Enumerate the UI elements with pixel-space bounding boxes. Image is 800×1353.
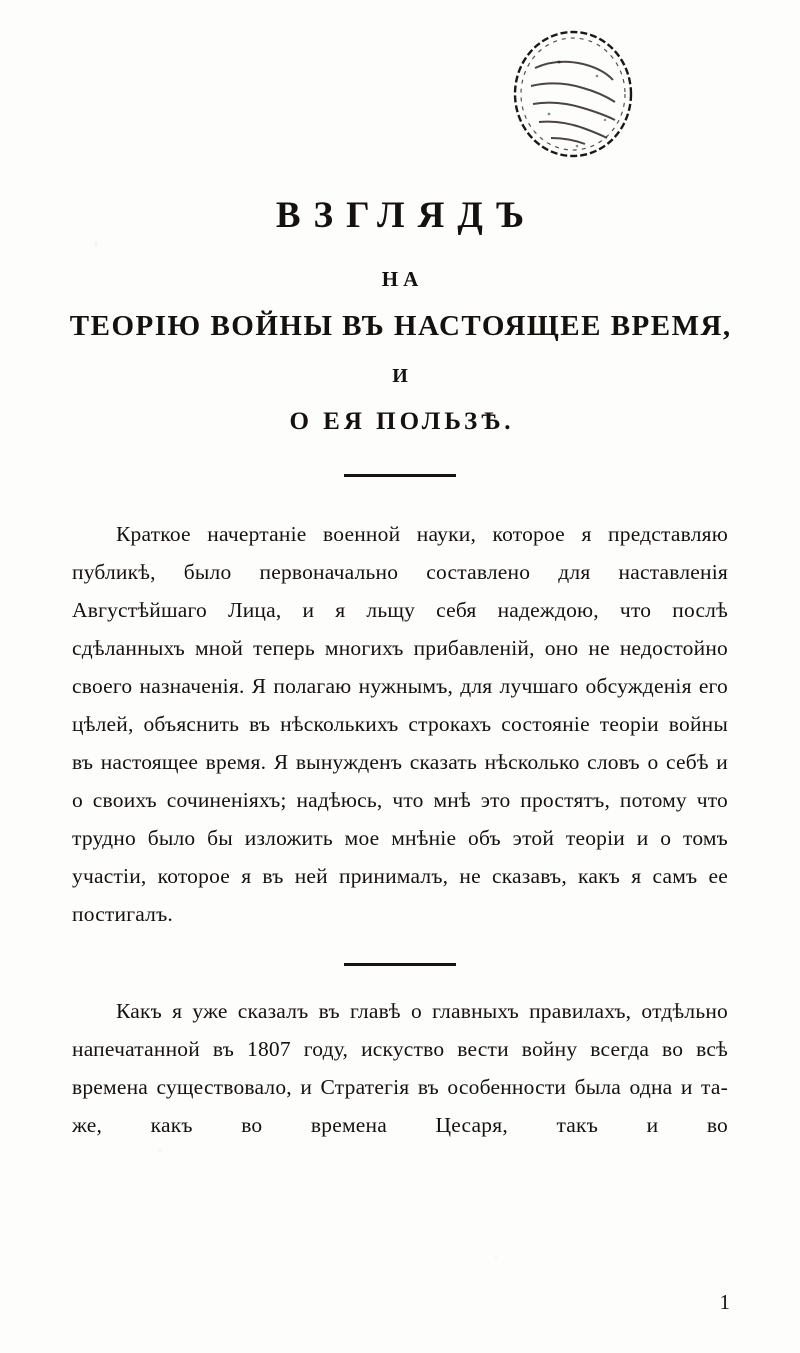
title-block <box>0 196 800 477</box>
divider-rule-top <box>344 474 456 477</box>
body-text <box>72 515 728 1144</box>
title-conjunction: И <box>392 364 408 387</box>
page-number: 1 <box>719 1290 730 1314</box>
page-title: ВЗГЛЯДЪ <box>275 195 538 236</box>
title-subject-secondary: О ЕЯ ПОЛЬЗѢ. <box>289 407 515 435</box>
title-preposition: НА <box>381 266 424 291</box>
divider-rule-middle <box>344 963 456 966</box>
library-stamp-icon <box>505 28 641 164</box>
paragraph-1: Краткое начертаніе военной науки, которое я представляю публикѣ, было первоначально составлено для наставленія Августѣйшаго Лица, и я льщу себя надеждою, что послѣ сдѣланныхъ мной теперь многихъ прибавленій, оно не недостойно своего назначенія. Я полагаю нужнымъ, для лучшаго обсужденія его цѣлей, объяснить въ нѣсколькихъ строкахъ состояніе теоріи войны въ настоящее время. Я вынужденъ сказать нѣсколько словъ о себѣ и о своихъ сочиненіяхъ; надѣюсь, что мнѣ это простятъ, потому что трудно было бы изложить мое мнѣніе объ этой теоріи и о томъ участіи, которое я въ ней принималъ, не сказавъ, какъ я самъ ее постигалъ. <box>72 522 728 926</box>
title-subject: ТЕОРІЮ ВОЙНЫ ВЪ НАСТОЯЩЕЕ ВРЕМЯ, <box>69 309 732 342</box>
paragraph-2: Какъ я уже сказалъ въ главѣ о главныхъ правилахъ, отдѣльно напечатанной въ 1807 году, искуство вести войну всегда во всѣ времена существовало, и Стратегія въ особенности была одна и та-же, какъ во времена Цесаря, такъ и во <box>72 999 728 1137</box>
divider-rule-mid-wrap <box>72 963 728 966</box>
